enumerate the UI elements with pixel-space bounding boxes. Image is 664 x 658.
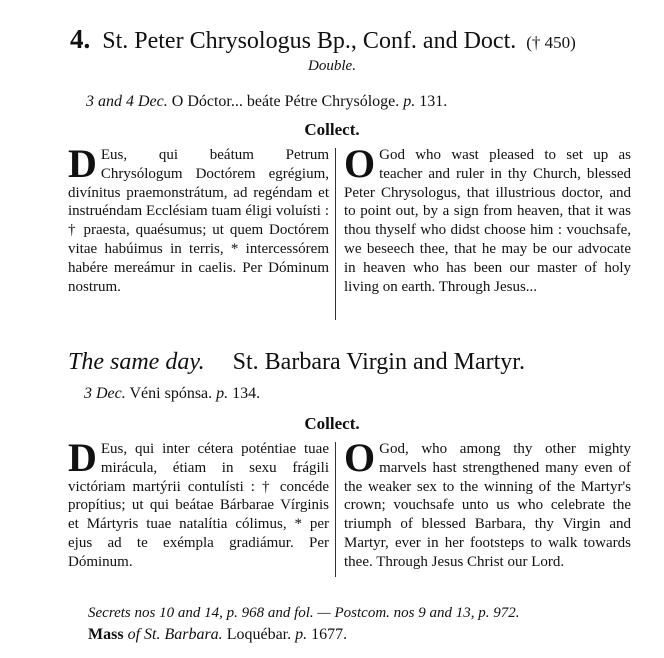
drop-cap: D [68, 141, 97, 186]
feast-rank: Double. [308, 58, 356, 74]
english-collect-peter [344, 141, 631, 296]
feast-number: 4. [70, 24, 91, 54]
antiphon-reference [86, 93, 447, 111]
page-number: 131. [419, 93, 448, 110]
collect-heading: Collect. [304, 120, 360, 139]
latin-collect-barbara [68, 435, 329, 572]
drop-cap: O [344, 141, 376, 186]
page-abbrev: p. [216, 385, 229, 402]
antiphon-reference [84, 385, 260, 403]
page-number: 134. [232, 385, 261, 402]
feast-title: St. Barbara Virgin and Martyr. [232, 349, 525, 375]
latin-collect-text: Eus, qui inter cétera poténtiae tuae mirácula, étiam in sexu frágili victóriam martýrii contulísti : † concéde propítius; ut qui beátae Bárbarae Vírginis et Mártyris tuae natalítia cólimus, * per ejus ad te exémpla gradiámur. Per Dóminum. [68, 441, 329, 570]
latin-collect-text: Eus, qui beátum Petrum Chrysólogum Doctórem egrégium, divínitus praemonstrátum, ad regéndam et instruéndam Ecclésiam tuam éligi voluísti : † praesta, quaésumus; ut quem Doctórem vitae habúimus in terris, * intercessórem habére mereámur in caelis. Per Dóminum nostrum. [68, 147, 329, 295]
page-abbrev: p. [403, 93, 416, 110]
secrets-postcommunion-reference: Secrets nos 10 and 14, p. 968 and fol. — Postcom. nos 9 and 13, p. 972. [88, 605, 520, 621]
page-number: 1677. [311, 626, 348, 643]
same-day-label: The same day. [68, 349, 205, 375]
mass-introit: Loquébar. [226, 626, 292, 643]
feast-heading-barbara [68, 349, 525, 376]
english-collect-barbara [344, 435, 631, 572]
antiphon-incipit: O Dóctor... beáte Pétre Chrysólogе. [171, 93, 400, 110]
mass-label: Mass [88, 626, 124, 643]
antiphon-incipit: Véni spónsa. [129, 385, 213, 402]
mass-reference [88, 626, 347, 644]
antiphon-dates: 3 and 4 Dec. [86, 93, 168, 110]
column-divider [335, 442, 336, 577]
latin-collect-peter [68, 141, 329, 296]
english-collect-text: God, who among thy other mighty marvels hast strengthened many even of the weaker sex to the winning of the Martyr's crown; vouchsafe unto us who celebrate the triumph of blessed Barbara, thy Virgin and Martyr, ever in her footsteps to walk towards thee. Through Jesus Christ our Lord. [344, 441, 631, 570]
drop-cap: D [68, 435, 97, 480]
feast-death-year: († 450) [526, 33, 576, 52]
feast-title: St. Peter Chrysologus Bp., Conf. and Doct. [102, 28, 517, 54]
page-abbrev: p. [295, 626, 308, 643]
english-collect-text: God who wast pleased to set up as teacher and ruler in thy Church, blessed Peter Chrysologus, that illustrious doctor, and to point out, by a sign from heaven, that it was thou thyself who didst choose him : vouchsafe, we beseech thee, that he may be our advocate in heaven who has been our master of holy living on earth. Through Jesus... [344, 147, 631, 295]
column-divider [335, 148, 336, 320]
feast-heading-peter-chrysologus [70, 24, 576, 55]
collect-heading: Collect. [304, 414, 360, 433]
antiphon-dates: 3 Dec. [84, 385, 126, 402]
drop-cap: O [344, 435, 376, 480]
mass-of: of St. Barbara. [127, 626, 223, 643]
